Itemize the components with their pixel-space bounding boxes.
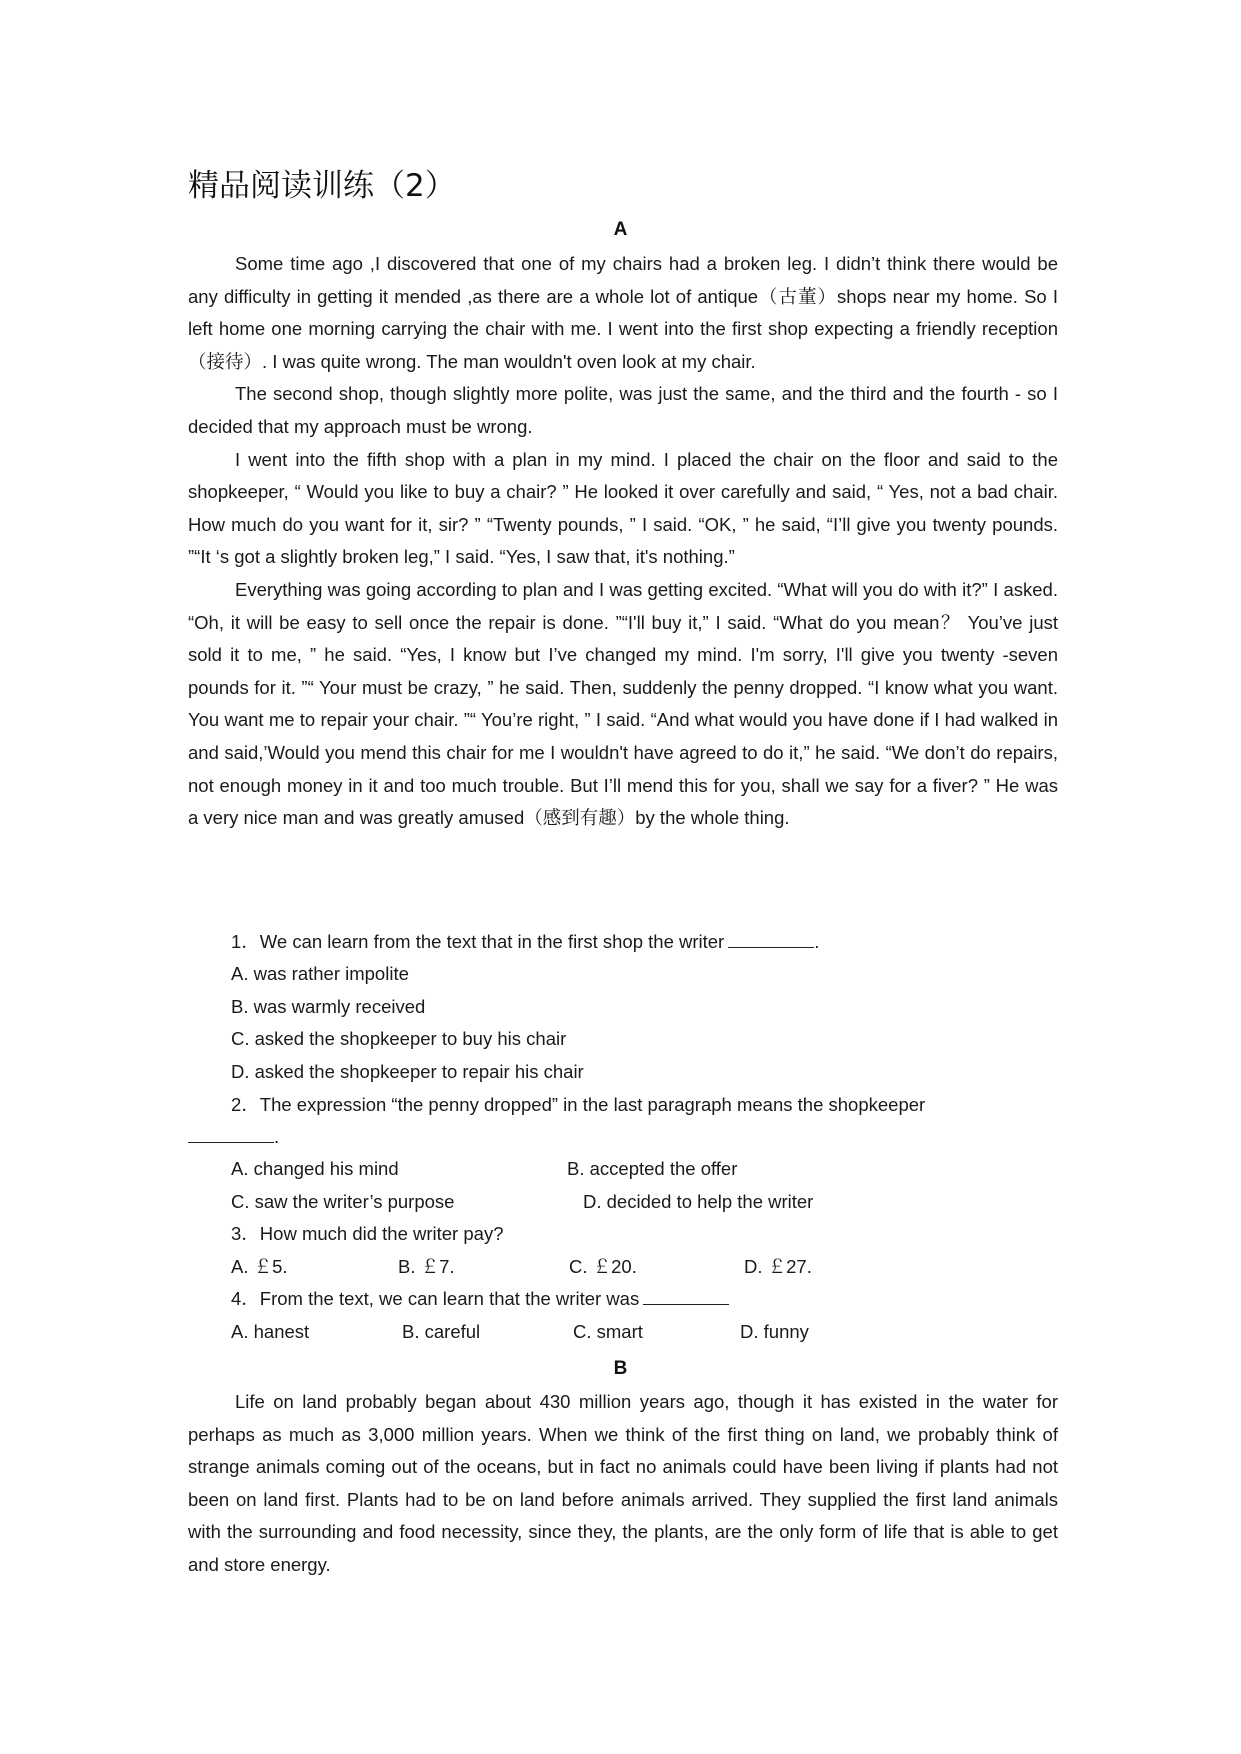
- question-1-option-d: D. asked the shopkeeper to repair his chair: [231, 1061, 584, 1082]
- question-1-option-a: A. was rather impolite: [231, 963, 409, 984]
- passage-paragraph: The second shop, though slightly more polite, was just the same, and the third and the fourth - so I decided that my approach must be wrong.: [188, 383, 1058, 437]
- question-3-option-b: B. ￡7.: [398, 1256, 455, 1277]
- passage-paragraph: Life on land probably began about 430 million years ago, though it has existed in the water for perhaps as much as 3,000 million years. When we think of the first thing on land, we probably think of strange animals coming out of the oceans, but in fact no animals could have been living if plants had not been on land first. Plants had to be on land before animals arrived. They supplied the first land animals with the surrounding and food necessity, since they, the plants, are the only form of life that is able to get and store energy.: [188, 1391, 1058, 1575]
- section-a-passage: [188, 248, 1058, 835]
- question-1-option-c: C. asked the shopkeeper to buy his chair: [231, 1028, 567, 1049]
- question-1: [231, 926, 819, 958]
- question-1-stem: 1．We can learn from the text that in the first shop the writer: [231, 931, 725, 952]
- question-2-stem: 2．The expression “the penny dropped” in the last paragraph means the shopkeeper: [231, 1094, 926, 1115]
- question-2-blank-line: [188, 1121, 279, 1153]
- question-4: [231, 1283, 729, 1315]
- section-a-heading: A: [613, 219, 628, 240]
- question-3-option-a: A. ￡5.: [231, 1256, 288, 1277]
- question-2-option-a: A. changed his mind: [231, 1158, 399, 1179]
- answer-blank: [188, 1124, 274, 1143]
- passage-paragraph: Some time ago ,I discovered that one of my chairs had a broken leg. I didn’t think there would be any difficulty in getting it mended ,as there are a whole lot of antique（古董）shops near my home. So I left home one morning carrying the chair with me. I went into the first shop expecting a friendly reception（接待）. I was quite wrong. The man wouldn't oven look at my chair.: [188, 253, 1058, 372]
- question-1-end: .: [814, 931, 820, 952]
- question-4-option-a: A. hanest: [231, 1321, 310, 1342]
- question-3-option-d: D. ￡27.: [744, 1256, 812, 1277]
- question-4-stem: 4．From the text, we can learn that the writer was: [231, 1288, 640, 1309]
- question-1-option-b: B. was warmly received: [231, 996, 426, 1017]
- question-3: 3．How much did the writer pay?: [231, 1223, 504, 1244]
- passage-paragraph: I went into the fifth shop with a plan in my mind. I placed the chair on the floor and said to the shopkeeper, “ Would you like to buy a chair? ” He looked it over carefully and said, “ Yes, not a bad chair. How much do you want for it, sir? ” “Twenty pounds, ” I said. “OK, ” he said, “I’ll give you twenty pounds. ”“It ‘s got a slightly broken leg,” I said. “Yes, I saw that, it's nothing.”: [188, 448, 1058, 568]
- section-b-passage: [188, 1386, 1058, 1582]
- answer-blank: [728, 929, 814, 948]
- passage-paragraph: Everything was going according to plan and I was getting excited. “What will you do with it?” I asked. “Oh, it will be easy to sell once the repair is done. ”“I'll buy it,” I said. “What do you mean？ You’ve just sold it to me, ” he said. “Yes, I know but I’ve changed my mind. I'm sorry, I'll give you twenty -seven pounds for it. ”“ Your must be crazy, ” he said. Then, suddenly the penny dropped. “I know what you want. You want me to repair your chair. ”“ You’re right, ” I said. “And what would you have done if I had walked in and said,’Would you mend this chair for me I wouldn't have agreed to do it,” he said. “We don’t do repairs, not enough money in it and too much trouble. But I’ll mend this for you, shall we say for a fiver? ” He was a very nice man and was greatly amused（感到有趣）by the whole thing.: [188, 578, 1058, 829]
- question-4-option-c: C. smart: [573, 1321, 643, 1342]
- answer-blank: [643, 1286, 729, 1305]
- question-2-end: .: [274, 1126, 280, 1147]
- question-4-option-d: D. funny: [740, 1321, 809, 1342]
- question-4-option-b: B. careful: [402, 1321, 481, 1342]
- question-2: [231, 1089, 925, 1121]
- question-3-option-c: C. ￡20.: [569, 1256, 637, 1277]
- page-title: 精品阅读训练（2）: [188, 168, 456, 204]
- question-2-option-c: C. saw the writer’s purpose: [231, 1191, 455, 1212]
- section-b-heading: B: [613, 1358, 628, 1379]
- question-2-option-b: B. accepted the offer: [567, 1158, 738, 1179]
- question-2-option-d: D. decided to help the writer: [583, 1191, 814, 1212]
